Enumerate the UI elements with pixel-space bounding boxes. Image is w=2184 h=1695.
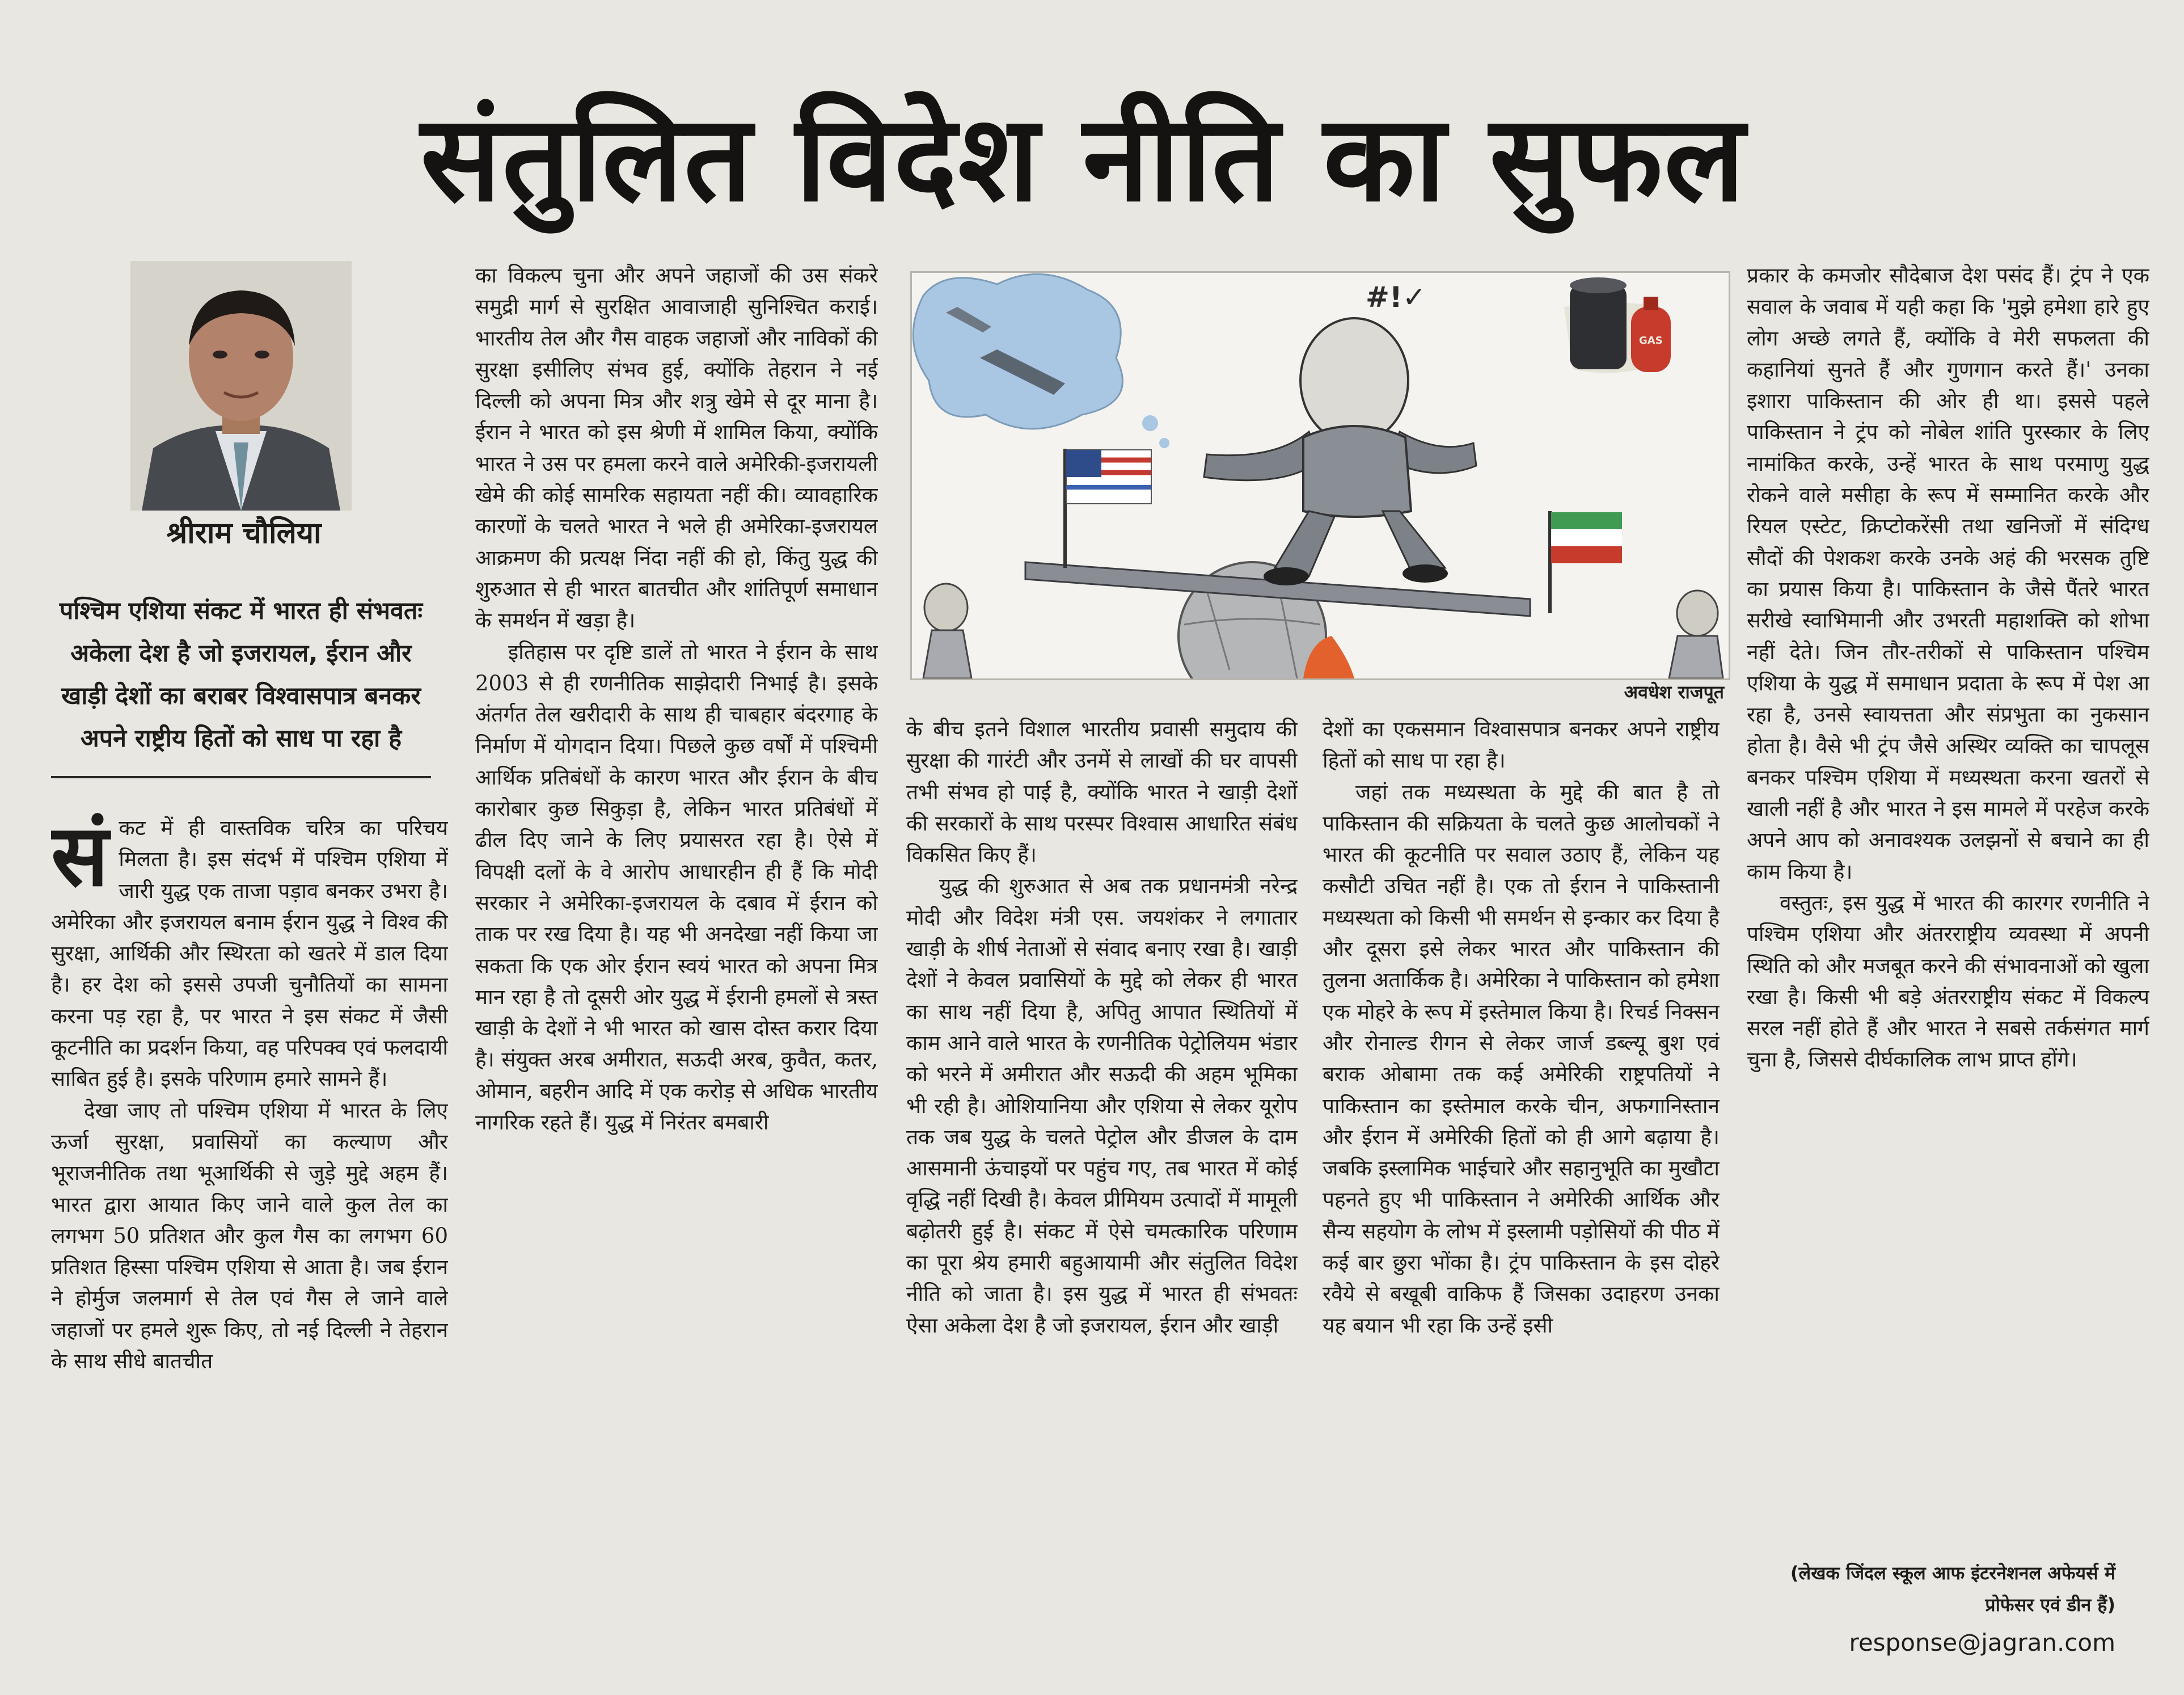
- author-photo-illustration: [130, 261, 352, 511]
- cartoon-illustration: [912, 273, 1729, 678]
- cartoonist-credit: अवधेश राजपूत: [1624, 681, 1724, 703]
- article-summary: पश्चिम एशिया संकट में भारत ही संभवतः अकेला देश है जो इजरायल, ईरान और खाड़ी देशों का बराबर विश्वासपात्र बनकर अपने राष्ट्रीय हितों को साध पा रहा है: [51, 590, 431, 778]
- paragraph: के बीच इतने विशाल भारतीय प्रवासी समुदाय की सुरक्षा की गारंटी और उनमें से लाखों की घर वापसी तभी संभव हो पाई है, क्योंकि भारत ने खाड़ी देशों की सरकारों के साथ परस्पर विश्वास आधारित संबंध विकसित किए हैं।: [906, 717, 1298, 867]
- drop-cap: सं: [51, 812, 109, 905]
- paragraph: प्रकार के कमजोर सौदेबाज देश पसंद हैं। ट्रंप ने एक सवाल के जवाब में यही कहा कि 'मुझे हमेशा हारे हुए लोग अच्छे लगते हैं, क्योंकि वे मेरी सफलता की कहानियां सुनते हैं और गुणगान करते हैं।' उनका इशारा पाकिस्तान की ओर ही था। इससे पहले पाकिस्तान ने ट्रंप को नोबेल शांति पुरस्कार के लिए नामांकित करके, उन्हें भारत के साथ परमाणु युद्ध रोकने वाले मसीहा के रूप में सम्मानित करके और रियल एस्टेट, क्रिप्टोकरेंसी तथा खनिजों में संदिग्ध सौदों की पेशकश करके उनके अहं की भरसक तुष्टि का प्रयास किया है। पाकिस्तान के जैसे पैंतरे भारत सरीखे स्वाभिमानी और उभरती महाशक्ति को शोभा नहीं देते। जिन तौर-तरीकों से पाकिस्तान पश्चिम एशिया के युद्ध में समाधान प्रदाता के रूप में पेश आ रहा है, उनसे स्वायत्तता और संप्रभुता का नुकसान होता है। वैसे भी ट्रंप जैसे अस्थिर व्यक्ति का चापलूस बनकर पश्चिम एशिया में मध्यस्थता करना खतरों से खाली नहीं है और भारत ने इस मामले में परहेज करके अपने आप को अनावश्यक उलझनों से बचाने का ही काम किया है।: [1747, 263, 2149, 884]
- contact-email[interactable]: response@jagran.com: [1849, 1629, 2115, 1656]
- column-4: [1323, 714, 1720, 1667]
- column-5: [1747, 260, 2149, 1553]
- paragraph: जहां तक मध्यस्थता के मुद्दे की बात है तो पाकिस्तान की सक्रियता के चलते कुछ आलोचकों ने भारत की कूटनीति पर सवाल उठाए हैं, लेकिन यह कसौटी उचित नहीं है। एक तो ईरान ने पाकिस्तानी मध्यस्थता को किसी भी समर्थन से इन्कार कर दिया है और दूसरा इसे लेकर भारत और पाकिस्तान की तुलना अतार्किक है। अमेरिका ने पाकिस्तान को हमेशा एक मोहरे के रूप में इस्तेमाल किया है। रिचर्ड निक्सन और रोनाल्ड रीगन से लेकर जार्ज डब्ल्यू बुश एवं बराक ओबामा तक कई अमेरिकी राष्ट्रपतियों ने पाकिस्तान का इस्तेमाल करके चीन, अफगानिस्तान और ईरान में अमेरिकी हितों को ही आगे बढ़ाया है। जबकि इस्लामिक भाईचारे और सहानुभूति का मुखौटा पहनते हुए भी पाकिस्तान ने अमेरिकी आर्थिक और सैन्य सहयोग के लोभ में इस्लामी पड़ोसियों की पीठ में कई बार छुरा भोंका है। ट्रंप पाकिस्तान के इस दोहरे रवैये से बखूबी वाकिफ हैं जिसका उदाहरण उनका यह बयान भी रहा कि उन्हें इसी: [1323, 779, 1720, 1338]
- editorial-cartoon: [910, 271, 1730, 680]
- author-name: श्रीराम चौलिया: [166, 516, 322, 550]
- column-1: [51, 812, 448, 1666]
- paragraph: का विकल्प चुना और अपने जहाजों की उस संकरे समुद्री मार्ग से सुरक्षित आवाजाही सुनिश्चित कराई। भारतीय तेल और गैस वाहक जहाजों और नाविकों की सुरक्षा इसीलिए संभव हुई, क्योंकि तेहरान ने नई दिल्ली को अपना मित्र और शत्रु खेमे से दूर माना है। ईरान ने भारत को इस श्रेणी में शामिल किया, क्योंकि भारत ने उस पर हमला करने वाले अमेरिकी-इजरायली खेमे की कोई सामरिक सहायता नहीं की। व्यावहारिक कारणों के चलते भारत ने भले ही अमेरिका-इजरायल आक्रमण की प्रत्यक्ष निंदा नहीं की हो, किंतु युद्ध की शुरुआत से ही भारत बातचीत और शांतिपूर्ण समाधान के समर्थन में खड़ा है।: [475, 263, 878, 633]
- paragraph: देखा जाए तो पश्चिम एशिया में भारत के लिए ऊर्जा सुरक्षा, प्रवासियों का कल्याण और भूराजनीतिक तथा भूआर्थिकी से जुड़े मुद्दे अहम हैं। भारत द्वारा आयात किए जाने वाले कुल तेल का लगभग 50 प्रतिशत और कुल गैस का लगभग 60 प्रतिशत हिस्सा पश्चिम एशिया से आता है। जब ईरान ने होर्मुज जलमार्ग से तेल एवं गैस ले जाने वाले जहाजों पर हमले शुरू किए, तो नई दिल्ली ने तेहरान के साथ सीधे बातचीत: [51, 1098, 448, 1374]
- paragraph: देशों का एकसमान विश्वासपात्र बनकर अपने राष्ट्रीय हितों को साध पा रहा है।: [1323, 717, 1720, 773]
- speech-glyph: #!✓: [1366, 281, 1426, 314]
- paragraph: युद्ध की शुरुआत से अब तक प्रधानमंत्री नरेन्द्र मोदी और विदेश मंत्री एस. जयशंकर ने लगातार खाड़ी के शीर्ष नेताओं से संवाद बनाए रखा है। खाड़ी देशों ने केवल प्रवासियों के मुद्दे को लेकर ही भारत का साथ नहीं दिया है, अपितु आपात स्थितियों में काम आने वाले भारत के रणनीतिक पेट्रोलियम भंडार को भरने में अमीरात और सऊदी की अहम भूमिका भी रही है। ओशियानिया और एशिया से लेकर यूरोप तक जब युद्ध के चलते पेट्रोल और डीजल के दाम आसमानी ऊंचाइयों पर पहुंच गए, तब भारत में कोई वृद्धि नहीं दिखी है। केवल प्रीमियम उत्पादों में मामूली बढ़ोतरी हुई है। संकट में ऐसे चमत्कारिक परिणाम का पूरा श्रेय हमारी बहुआयामी और संतुलित विदेश नीति को जाता है। इस युद्ध में भारत ही संभवतः ऐसा अकेला देश है जो इजरायल, ईरान और खाड़ी: [906, 874, 1298, 1338]
- paragraph: [51, 812, 448, 1095]
- paragraph: इतिहास पर दृष्टि डालें तो भारत ने ईरान के साथ 2003 से ही रणनीतिक साझेदारी निभाई है। इसके अंतर्गत तेल खरीदारी के साथ ही चाबहार बंदरगाह के निर्माण में योगदान दिया। पिछले कुछ वर्षों में पश्चिमी आर्थिक प्रतिबंधों के कारण भारत और ईरान के बीच कारोबार कुछ सिकुड़ा है, लेकिन भारत प्रतिबंधों में ढील दिए जाने के लिए प्रयासरत रहा है। ऐसे में विपक्षी दलों के वे आरोप आधारहीन ही हैं कि मोदी सरकार ने अमेरिका-इजरायल के दबाव में ईरान को ताक पर रख दिया है। यह भी अनदेखा नहीं किया जा सकता कि एक ओर ईरान स्वयं भारत को अपना मित्र मान रहा है तो दूसरी ओर युद्ध में ईरानी हमलों से त्रस्त खाड़ी के देशों ने भी भारत को खास दोस्त करार दिया है। संयुक्त अरब अमीरात, सऊदी अरब, कुवैत, कतर, ओमान, बहरीन आदि में एक करोड़ से अधिक भारतीय नागरिक रहते हैं। युद्ध में निरंतर बमबारी: [475, 639, 878, 1135]
- gas-cylinder-label: GAS: [1639, 335, 1663, 347]
- column-2: [475, 260, 878, 1667]
- paragraph: वस्तुतः, इस युद्ध में भारत की कारगर रणनीति ने पश्चिम एशिया और अंतरराष्ट्रीय व्यवस्था में अपनी स्थिति को और मजबूत करने की संभावनाओं को खुला रखा है। किसी भी बड़े अंतरराष्ट्रीय संकट में विकल्प सरल नहीं होते हैं और भारत ने सबसे तर्कसंगत मार्ग चुना है, जिससे दीर्घकालिक लाभ प्राप्त होंगे।: [1747, 890, 2149, 1072]
- author-photo: [130, 261, 352, 511]
- author-note: (लेखक जिंदल स्कूल आफ इंटरनेशनल अफेयर्स में प्रोफेसर एवं डीन हैं): [1790, 1562, 2115, 1616]
- headline: संतुलित विदेश नीति का सुफल: [420, 89, 1746, 228]
- paragraph-text: कट में ही वास्तविक चरित्र का परिचय मिलता है। इस संदर्भ में पश्चिम एशिया में जारी युद्ध एक ताजा पड़ाव बनकर उभरा है। अमेरिका और इजरायल बनाम ईरान युद्ध ने विश्व की सुरक्षा, आर्थिकी और स्थिरता को खतरे में डाल दिया है। हर देश को इससे उपजी चुनौतियों का सामना करना पड़ रहा है, पर भारत ने इस संकट में जैसी कूटनीति का प्रदर्शन किया, वह परिपक्व एवं फलदायी साबित हुई है। इसके परिणाम हमारे सामने हैं।: [51, 816, 448, 1091]
- column-3: [906, 714, 1298, 1667]
